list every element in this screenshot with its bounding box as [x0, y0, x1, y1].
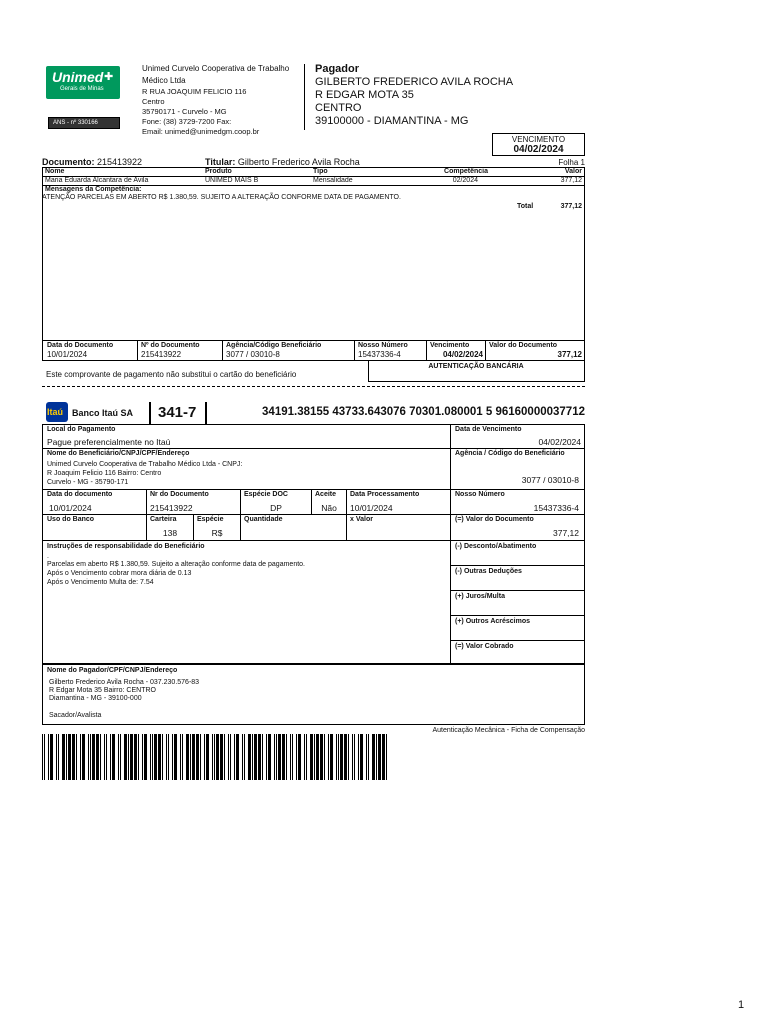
slip-divider — [346, 514, 347, 541]
desconto-label: (-) Desconto/Abatimento — [455, 543, 537, 550]
coop-line: Centro — [142, 97, 165, 106]
cooperative-info — [142, 63, 302, 137]
coop-line: 35790171 - Curvelo - MG — [142, 107, 227, 116]
col-header-valor: Valor — [564, 168, 582, 175]
titular — [205, 157, 360, 167]
auth-label: AUTENTICAÇÃO BANCÁRIA — [428, 363, 524, 370]
slip-divider — [240, 514, 241, 541]
col-header-competencia: Competência — [444, 168, 488, 175]
due-date-value: 04/02/2024 — [513, 144, 564, 155]
instr-line: Parcelas em aberto R$ 1.380,59. Sujeito a alteração conforme data de pagamento. — [47, 561, 305, 568]
slip-divider — [346, 489, 347, 514]
due-date-label: VENCIMENTO — [511, 135, 566, 144]
qtd-label: Quantidade — [244, 516, 283, 523]
benef-label: Nome do Beneficiário/CNPJ/CPF/Endereço — [47, 450, 190, 457]
row-nome: Maria Eduarda Alcantara de Avila — [45, 177, 149, 184]
footer-value-nosso: 15437336-4 — [358, 350, 401, 359]
slip-divider — [146, 489, 147, 514]
documento — [42, 157, 142, 167]
footer-divider — [137, 340, 138, 361]
coop-line: Email: unimed@unimedgm.coop.br — [142, 127, 260, 136]
venc-label: Data de Vencimento — [455, 426, 522, 433]
data-proc-label: Data Processamento — [350, 491, 420, 498]
especie-doc-label: Espécie DOC — [244, 491, 288, 498]
valor-cobrado-label: (=) Valor Cobrado — [455, 643, 514, 650]
coop-line: Unimed Curvelo Cooperativa de Trabalho — [142, 64, 290, 73]
footer-divider — [485, 340, 486, 361]
row-tipo: Mensalidade — [313, 177, 353, 184]
valor-doc-value: 377,12 — [553, 528, 579, 538]
col-header-produto: Produto — [205, 168, 232, 175]
instr-line: Após o Vencimento Multa de: 7.54 — [47, 579, 154, 586]
local-label: Local do Pagamento — [47, 426, 116, 433]
documento-value: 215413922 — [97, 157, 143, 167]
footer-label-ndoc: Nº do Documento — [141, 342, 200, 349]
unimed-logo-brand: Unimed — [52, 69, 104, 85]
carteira-label: Carteira — [150, 516, 177, 523]
nosso-value: 15437336-4 — [533, 503, 579, 513]
acrescimos-label: (+) Outros Acréscimos — [455, 618, 531, 625]
footer-value-valor: 377,12 — [557, 350, 582, 359]
data-doc-value: 10/01/2024 — [49, 503, 92, 513]
footer-label-data: Data do Documento — [47, 342, 114, 349]
especie-doc-value: DP — [270, 503, 282, 513]
auth-mech-label: Autenticação Mecânica - Ficha de Compensação — [432, 727, 585, 734]
receipt-note: Este comprovante de pagamento não substitui o cartão do beneficiário — [46, 370, 297, 379]
coop-line: Médico Ltda — [142, 76, 186, 85]
ans-badge — [48, 117, 120, 129]
pagador-line: Gilberto Frederico Avila Rocha - 037.230.576-83 — [49, 679, 200, 686]
slip-rule — [42, 540, 585, 541]
header-divider — [304, 64, 305, 130]
payer-line: 39100000 - DIAMANTINA - MG — [315, 115, 469, 127]
unimed-logo-region: Gerais de Minas — [60, 86, 104, 92]
instr-label: Instruções de responsabilidade do Beneficiário — [47, 543, 205, 550]
bank-divider — [205, 402, 207, 424]
titular-label: Titular: — [205, 157, 236, 167]
valor-doc-label: (=) Valor do Documento — [455, 516, 534, 523]
slip-rule — [42, 489, 585, 490]
pagador-line: Diamantina - MG - 39100-000 — [49, 695, 142, 702]
messages-text: ATENÇÃO PARCELAS EM ABERTO R$ 1.380,59. SUJEITO A ALTERAÇÃO CONFORME DATA DE PAGAMENTO. — [42, 194, 401, 201]
aceite-value: Não — [321, 503, 337, 513]
footer-value-agencia: 3077 / 03010-8 — [226, 350, 280, 359]
slip-side-rule — [450, 640, 585, 641]
payer-line: R EDGAR MOTA 35 — [315, 89, 414, 101]
bank-divider — [149, 402, 151, 424]
documento-label: Documento: — [42, 157, 95, 167]
pagador-line: R Edgar Mota 35 Bairro: CENTRO — [49, 687, 156, 694]
payer-title: Pagador — [315, 63, 360, 75]
footer-value-data: 10/01/2024 — [47, 350, 88, 359]
instr-line: Após o Vencimento cobrar mora diária de 0.13 — [47, 570, 192, 577]
messages-label: Mensagens da Competência: — [45, 186, 142, 193]
auth-box-right — [584, 361, 585, 381]
slip-side-rule — [450, 590, 585, 591]
total-value: 377,12 — [560, 203, 582, 210]
slip-right-column-divider — [450, 424, 451, 664]
sacador-label: Sacador/Avalista — [49, 712, 102, 719]
payer-line: CENTRO — [315, 102, 362, 114]
coop-line: Fone: (38) 3729-7200 Fax: — [142, 117, 232, 126]
row-produto: UNIMED MAIS B — [205, 177, 259, 184]
footer-divider — [222, 340, 223, 361]
nr-doc-label: Nr do Documento — [150, 491, 209, 498]
slip-side-rule — [450, 565, 585, 566]
benef-line: Unimed Curvelo Cooperativa de Trabalho Médico Ltda - CNPJ: — [47, 461, 243, 468]
carteira-value: 138 — [162, 528, 178, 538]
footer-label-venc: Vencimento — [430, 342, 470, 349]
data-proc-value: 10/01/2024 — [350, 503, 393, 513]
payer-block — [315, 63, 575, 128]
unimed-logo — [46, 66, 120, 99]
slip-rule — [42, 514, 585, 515]
total-label: Total — [517, 203, 534, 210]
titular-value: Gilberto Frederico Avila Rocha — [237, 157, 360, 167]
payer-line: GILBERTO FREDERICO AVILA ROCHA — [315, 76, 514, 88]
row-valor: 377,12 — [560, 177, 582, 184]
footer-label-agencia: Agência/Código Beneficiário — [226, 342, 322, 349]
row-competencia: 02/2024 — [452, 177, 478, 184]
pagador-label: Nome do Pagador/CPF/CNPJ/Endereço — [47, 667, 178, 674]
venc-value: 04/02/2024 — [538, 437, 581, 447]
deducoes-label: (-) Outras Deduções — [455, 568, 522, 575]
aceite-label: Aceite — [315, 491, 337, 498]
cut-line — [42, 386, 585, 387]
especie-value: R$ — [211, 528, 223, 538]
nosso-label: Nosso Número — [455, 491, 505, 498]
bank-name: Banco Itaú SA — [72, 408, 134, 418]
footer-label-valor: Valor do Documento — [489, 342, 558, 349]
bank-code: 341-7 — [158, 404, 197, 421]
instr-line: . — [47, 553, 49, 560]
itau-logo-text: Itaú — [47, 407, 64, 417]
local-value: Pague preferencialmente no Itaú — [47, 437, 171, 447]
ans-badge-text: ANS - nº 330166 — [53, 120, 98, 126]
due-date-box — [492, 133, 585, 156]
slip-side-rule — [450, 615, 585, 616]
digitable-line: 34191.38155 43733.643076 70301.080001 5 96160000037712 — [262, 406, 585, 418]
auth-box-bottom — [368, 381, 585, 382]
juros-label: (+) Juros/Multa — [455, 593, 505, 600]
folha: Folha 1 — [558, 158, 585, 167]
benef-line: Curvelo - MG - 35790-171 — [47, 479, 129, 486]
slip-rule — [42, 448, 585, 449]
data-doc-label: Data do documento — [47, 491, 113, 498]
footer-value-venc: 04/02/2024 — [442, 350, 483, 359]
unimed-logo-icon: ✚ — [104, 71, 114, 83]
page-number: 1 — [738, 999, 745, 1011]
barcode — [42, 734, 392, 780]
col-header-tipo: Tipo — [313, 168, 328, 175]
footer-value-ndoc: 215413922 — [141, 350, 182, 359]
footer-label-nosso: Nosso Número — [358, 342, 408, 349]
coop-line: R RUA JOAQUIM FELICIO 116 — [142, 87, 247, 96]
uso-label: Uso do Banco — [47, 516, 95, 523]
footer-divider — [354, 340, 355, 361]
col-header-nome: Nome — [45, 168, 65, 175]
xvalor-label: x Valor — [350, 516, 373, 523]
agencia-label: Agência / Código do Beneficiário — [455, 450, 565, 457]
especie-label: Espécie — [197, 516, 224, 523]
benef-line: R Joaquim Felicio 116 Bairro: Centro — [47, 470, 162, 477]
agencia-value: 3077 / 03010-8 — [521, 475, 579, 485]
nr-doc-value: 215413922 — [150, 503, 193, 513]
itau-logo — [46, 402, 68, 422]
